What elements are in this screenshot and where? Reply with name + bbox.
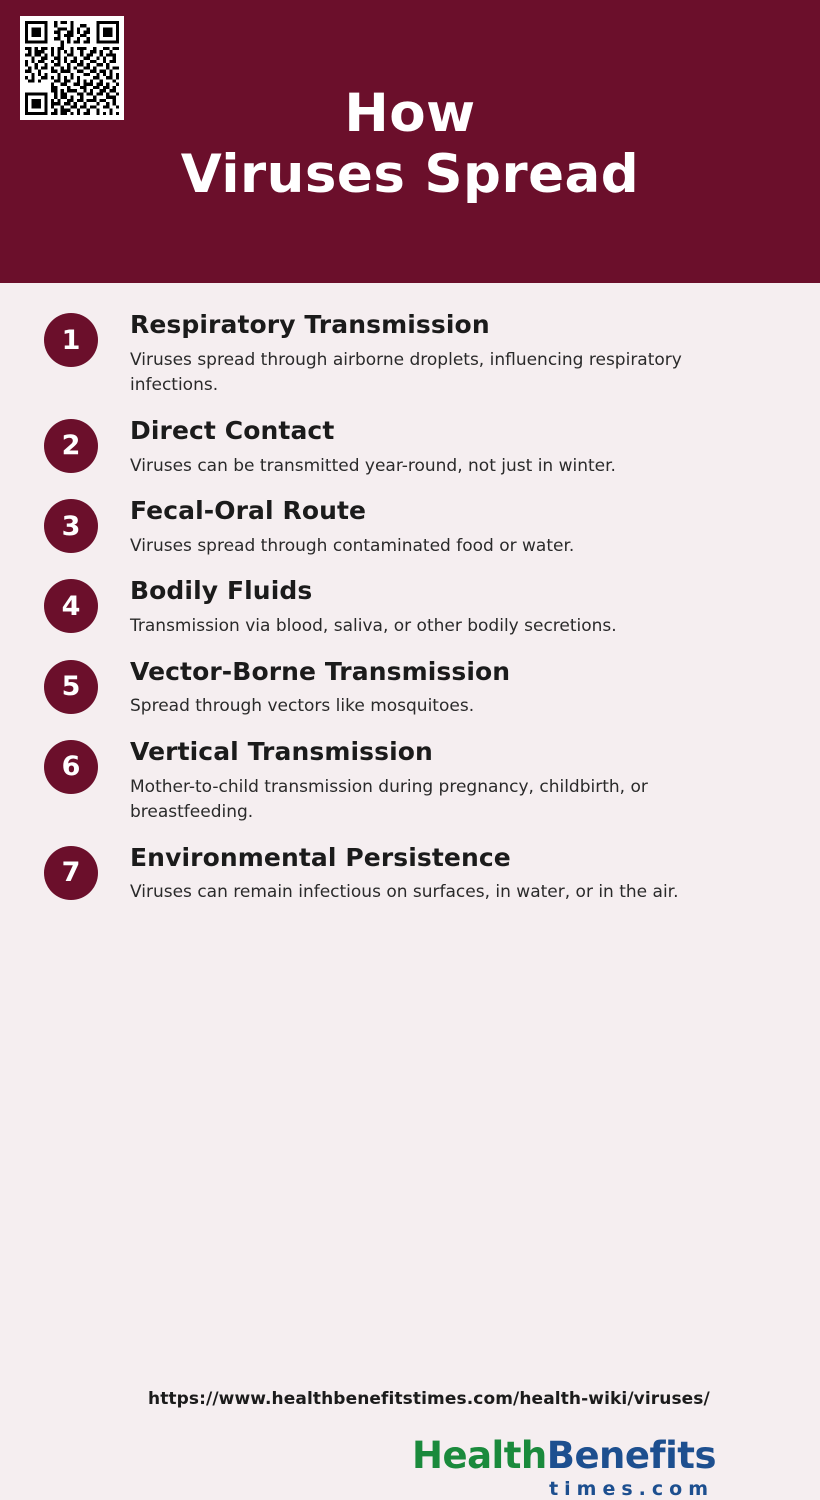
- item-text-block: [130, 415, 776, 479]
- item-title: Fecal-Oral Route: [130, 496, 367, 525]
- item-text-block: [130, 736, 776, 826]
- item-number-badge: 1: [44, 313, 98, 367]
- item-text-block: [130, 309, 776, 399]
- item-number-badge: 4: [44, 579, 98, 633]
- item-number-badge: 7: [44, 846, 98, 900]
- item-description: Viruses spread through airborne droplets, influencing respiratory infections.: [130, 349, 682, 396]
- qr-code-icon: [20, 16, 124, 120]
- item-text-block: [130, 842, 776, 906]
- item-number-badge: 5: [44, 660, 98, 714]
- item-description: Spread through vectors like mosquitoes.: [130, 696, 475, 717]
- list-item: [0, 309, 820, 399]
- logo-text-benefits: Benefits: [546, 1434, 716, 1477]
- logo-wordmark: [412, 1434, 716, 1477]
- logo-text-health: Health: [412, 1434, 547, 1477]
- list-item: [0, 575, 820, 639]
- item-description: Viruses can remain infectious on surfaces, in water, or in the air.: [130, 882, 679, 903]
- page-title-line2: Viruses Spread: [180, 143, 640, 205]
- list-item: [0, 842, 820, 906]
- item-description: Transmission via blood, saliva, or other bodily secretions.: [130, 616, 617, 636]
- page-title-line1: How: [344, 83, 476, 145]
- brand-logo: [44, 1434, 776, 1500]
- item-number-badge: 2: [44, 419, 98, 473]
- transmission-list: [0, 283, 820, 1373]
- item-title: Environmental Persistence: [130, 842, 511, 872]
- source-url[interactable]: https://www.healthbenefitstimes.com/health-wiki/viruses/: [148, 1389, 710, 1409]
- item-title: Vector-Borne Transmission: [130, 656, 511, 686]
- list-item: [0, 415, 820, 479]
- item-text-block: [130, 656, 776, 720]
- item-text-block: [130, 495, 776, 559]
- item-title: Bodily Fluids: [130, 576, 313, 606]
- item-text-block: [130, 575, 776, 639]
- item-description: Mother-to-child transmission during pregnancy, childbirth, or breastfeeding.: [130, 776, 648, 822]
- item-description: Viruses can be transmitted year-round, not just in winter.: [130, 455, 616, 476]
- item-description: Viruses spread through contaminated food or water.: [130, 535, 575, 556]
- item-number-badge: 3: [44, 499, 98, 553]
- item-title: Respiratory Transmission: [130, 310, 490, 339]
- logo-subtext: times.com: [549, 1478, 714, 1500]
- list-item: [0, 736, 820, 826]
- list-item: [0, 495, 820, 559]
- item-title: Direct Contact: [130, 415, 335, 445]
- footer: [0, 1373, 820, 1500]
- item-title: Vertical Transmission: [130, 736, 433, 766]
- item-number-badge: 6: [44, 740, 98, 794]
- list-item: [0, 656, 820, 720]
- header-banner: [0, 0, 820, 283]
